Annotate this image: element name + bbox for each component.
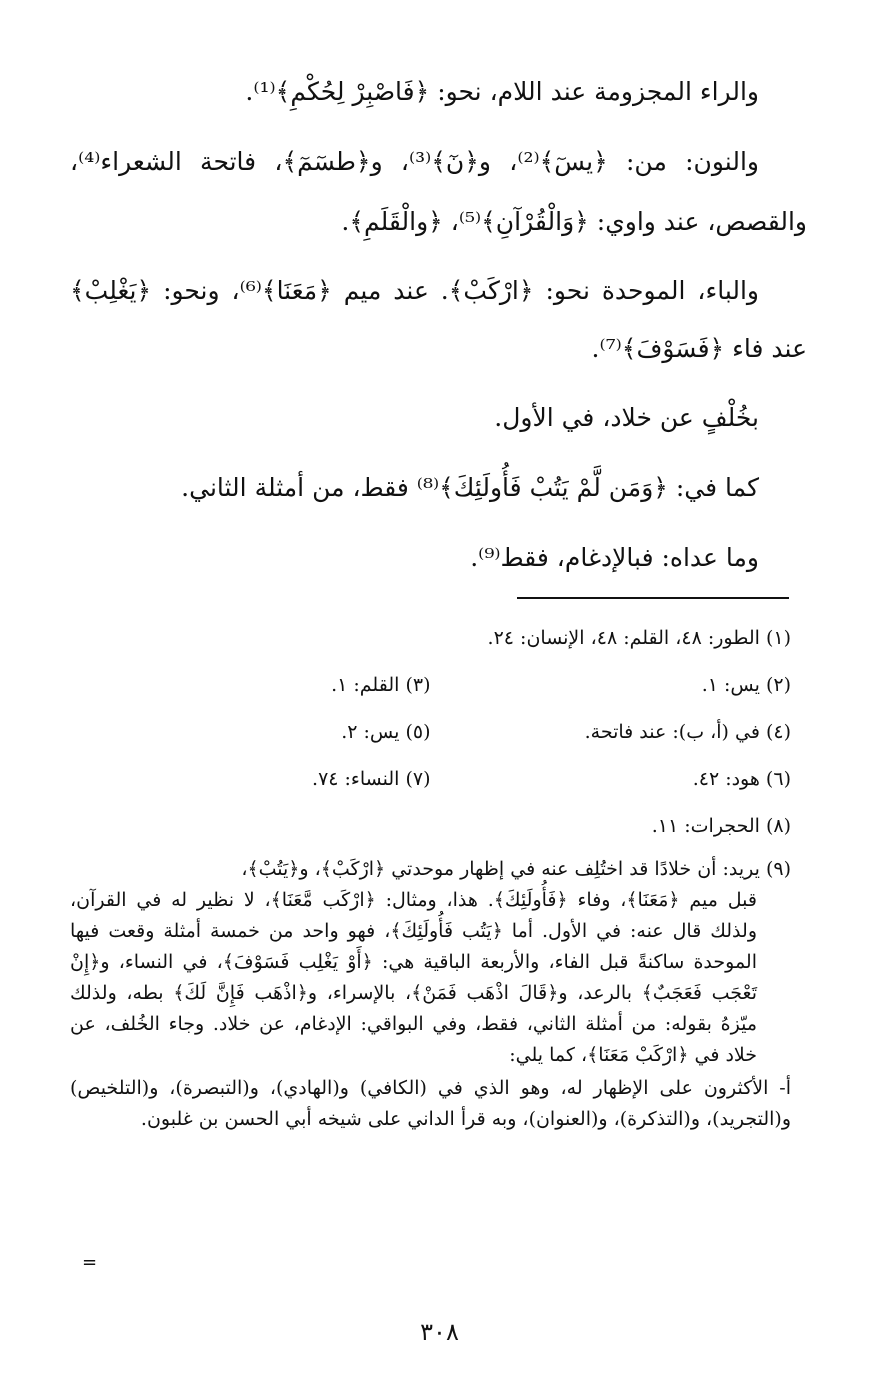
footnote-row bbox=[70, 615, 791, 662]
paragraph-nun: والنون: من: ﴿يسٓ﴾⁽²⁾، و﴿نٓ﴾⁽³⁾، و﴿طسٓمٓ﴾، فاتحة الشعراء⁽⁴⁾، والقصص، عند واوي: ﴿وَالْقُرْآنِ﴾⁽⁵⁾، ﴿والْقَلَمِ﴾. bbox=[70, 147, 807, 236]
footnote-8: (٨) الحجرات: ١١. bbox=[651, 815, 791, 837]
main-text bbox=[70, 62, 807, 598]
footnote-separator bbox=[517, 597, 789, 599]
page-number: ٣٠٨ bbox=[420, 1318, 459, 1346]
paragraph-khulf: بخُلْفٍ عن خلاد، في الأول. bbox=[494, 403, 759, 432]
paragraph-example: كما في: ﴿وَمَن لَّمْ يَتُبْ فَأُولَئِكَ﴾⁽⁸⁾ فقط، من أمثلة الثاني. bbox=[181, 473, 759, 502]
footnote-4: (٤) في (أ، ب): عند فاتحة. bbox=[584, 721, 791, 743]
continuation-mark: = bbox=[82, 1252, 98, 1273]
footnote-row bbox=[70, 756, 791, 803]
footnote-row bbox=[70, 803, 791, 850]
footnote-5: (٥) يس: ٢. bbox=[341, 721, 431, 743]
footnote-9 bbox=[70, 854, 791, 1071]
footnote-9-item-a-text: أ- الأكثرون على الإظهار له، وهو الذي في (الكافي) و(الهادي)، و(التبصرة)، و(التلخيص) و(التجريد)، و(التذكرة)، و(العنوان)، وبه قرأ الداني على شيخه أبي الحسن بن غلبون. bbox=[70, 1077, 791, 1130]
footnotes bbox=[70, 615, 791, 1135]
footnote-9-lead: (٩) يريد: أن خلادًا قد اختُلِف عنه في إظهار موحدتي ﴿ارْكَبْ﴾، و﴿يَتُبْ﴾، bbox=[241, 858, 791, 880]
footnote-9-item-a bbox=[70, 1073, 791, 1135]
footnote-row bbox=[70, 709, 791, 756]
footnote-7: (٧) النساء: ٧٤. bbox=[312, 768, 431, 790]
footnote-3: (٣) القلم: ١. bbox=[331, 674, 431, 696]
paragraph-ba: والباء، الموحدة نحو: ﴿ارْكَبْ﴾. عند ميم ﴿مَعَنَا﴾⁽⁶⁾، ونحو: ﴿يَغْلِبْ﴾ عند فاء ﴿فَسَوْفَ﴾⁽⁷⁾. bbox=[70, 276, 807, 363]
footnote-9-body: قبل ميم ﴿مَعَنَا﴾، وفاء ﴿فَأُولَئِكَ﴾. هذا، ومثال: ﴿ارْكَب مَّعَنَا﴾، لا نظير له في القرآن، ولذلك قال عنه: في الأول. أما ﴿يَتُب فَأُولَئِكَ﴾، فهو واحد من خمسة أمثلة وقعت فيها الموحدة ساكنةً قبل الفاء، والأربعة الباقية هي: ﴿أَوْ يَغْلِب فَسَوْفَ﴾، في النساء، و﴿إِنْ تَعْجَب فَعَجَبٌ﴾ بالرعد، و﴿قَالَ اذْهَب فَمَنْ﴾، بالإسراء، و﴿اذْهَب فَإِنَّ لَكَ﴾ بطه، ولذلك ميّزهُ بقوله: من أمثلة الثاني، فقط، وفي البواقي: الإدغام، عن خلاد. وجاء الخُلف، عن خلاد في ﴿ارْكَبْ مَعَنَا﴾، كما يلي: bbox=[70, 889, 757, 1066]
paragraph-idgham: وما عداه: فبالإدغام، فقط⁽⁹⁾. bbox=[470, 543, 759, 572]
footnote-1: (١) الطور: ٤٨، القلم: ٤٨، الإنسان: ٢٤. bbox=[487, 627, 791, 649]
footnote-2: (٢) يس: ١. bbox=[701, 674, 791, 696]
footnote-row bbox=[70, 662, 791, 709]
paragraph-ra: والراء المجزومة عند اللام، نحو: ﴿فَاصْبِرْ لِحُكْمِ﴾⁽¹⁾. bbox=[245, 77, 759, 106]
footnote-6: (٦) هود: ٤٢. bbox=[692, 768, 791, 790]
